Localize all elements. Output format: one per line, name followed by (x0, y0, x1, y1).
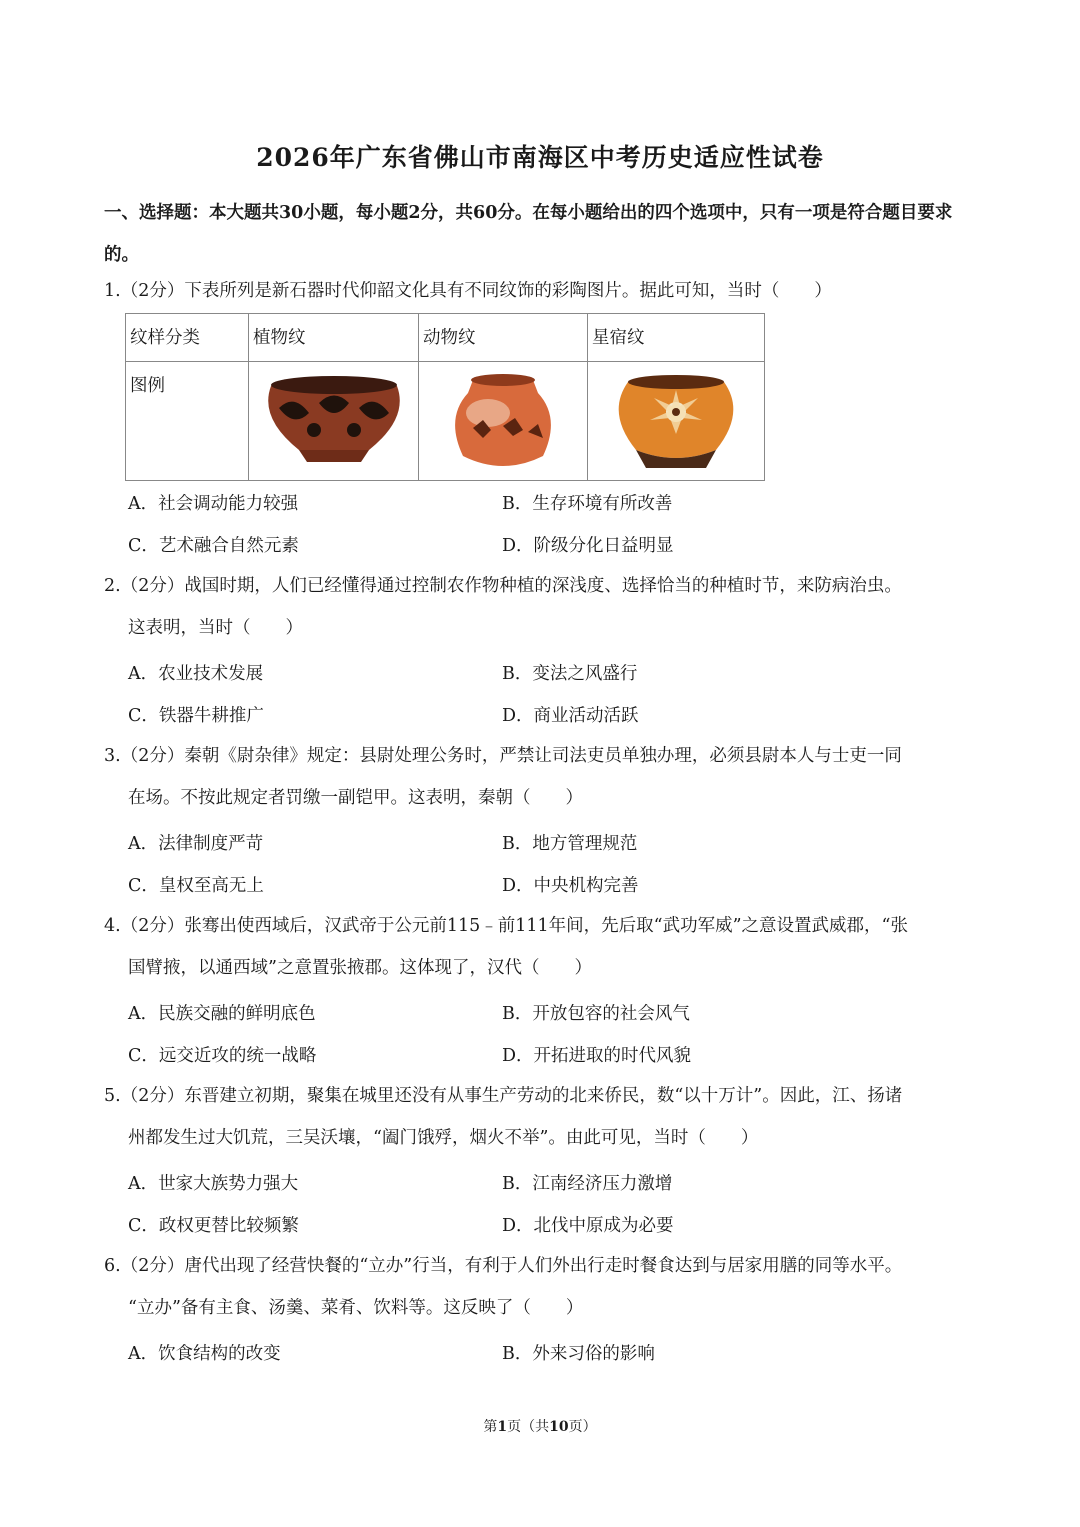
question-2 (104, 565, 984, 649)
footer-mid: 页（共 (507, 1419, 550, 1435)
option-a[interactable]: A．世家大族势力强大 (128, 1174, 299, 1194)
question-3 (104, 735, 984, 819)
animal-pattern-pottery-image (443, 368, 563, 478)
question-1 (104, 270, 984, 312)
option-b[interactable]: B．江南经济压力激增 (502, 1174, 673, 1194)
table-header: 植物纹 (249, 314, 419, 362)
question-stem: 6.（2分）唐代出现了经营快餐的“立办”行当，有利于人们外出行走时餐食达到与居家用膳的同等水平。 (104, 1256, 903, 1276)
question-stem-continued: 州都发生过大饥荒，三吴沃壤，“阖门饿殍，烟火不举”。由此可见，当时（ ） (128, 1128, 759, 1148)
option-c[interactable]: C．皇权至高无上 (128, 876, 264, 896)
question-stem: 5.（2分）东晋建立初期，聚集在城里还没有从事生产劳动的北来侨民，数“以十万计”。因此，江、扬诸 (104, 1086, 903, 1106)
option-d[interactable]: D．商业活动活跃 (502, 706, 639, 726)
question-stem-continued: 在场。不按此规定者罚缴一副铠甲。这表明，秦朝（ ） (128, 788, 583, 808)
question-stem-continued: “立办”备有主食、汤羹、菜肴、饮料等。这反映了（ ） (128, 1298, 584, 1318)
option-a[interactable]: A．农业技术发展 (128, 664, 264, 684)
footer-page-number: 1 (497, 1419, 508, 1435)
option-b[interactable]: B．外来习俗的影响 (502, 1344, 655, 1364)
question-stem: 3.（2分）秦朝《尉杂律》规定：县尉处理公务时，严禁让司法吏员单独办理，必须县尉本人与士吏一同 (104, 746, 902, 766)
option-b[interactable]: B．地方管理规范 (502, 834, 638, 854)
option-b[interactable]: B．生存环境有所改善 (502, 494, 673, 514)
table-cell-star (588, 362, 765, 481)
option-b[interactable]: B．变法之风盛行 (502, 664, 638, 684)
table-row-label: 图例 (126, 362, 249, 481)
table-cell-animal (419, 362, 588, 481)
question-stem: 4.（2分）张骞出使西域后，汉武帝于公元前115﹣前111年间，先后取“武功军威”之意设置武威郡，“张 (104, 916, 908, 936)
option-d[interactable]: D．中央机构完善 (502, 876, 639, 896)
page-title: 2026年广东省佛山市南海区中考历史适应性试卷 (256, 143, 824, 172)
footer-total-pages: 10 (549, 1419, 569, 1435)
footer-prefix: 第 (483, 1419, 498, 1435)
question-6 (104, 1245, 984, 1329)
option-b[interactable]: B．开放包容的社会风气 (502, 1004, 690, 1024)
option-d[interactable]: D．阶级分化日益明显 (502, 536, 674, 556)
option-d[interactable]: D．开拓进取的时代风貌 (502, 1046, 692, 1066)
pottery-table (125, 313, 765, 481)
option-a[interactable]: A．饮食结构的改变 (128, 1344, 281, 1364)
plant-pattern-pottery-image (259, 368, 409, 468)
footer-suffix: 页） (568, 1419, 597, 1435)
option-c[interactable]: C．政权更替比较频繁 (128, 1216, 299, 1236)
star-pattern-pottery-image (606, 368, 746, 474)
option-c[interactable]: C．艺术融合自然元素 (128, 536, 299, 556)
table-cell-plant (249, 362, 419, 481)
option-a[interactable]: A．民族交融的鲜明底色 (128, 1004, 316, 1024)
question-5 (104, 1075, 984, 1159)
page-footer (0, 1416, 1080, 1436)
option-c[interactable]: C．铁器牛耕推广 (128, 706, 264, 726)
table-header: 星宿纹 (588, 314, 765, 362)
question-4 (104, 905, 984, 989)
option-d[interactable]: D．北伐中原成为必要 (502, 1216, 674, 1236)
option-a[interactable]: A．社会调动能力较强 (128, 494, 299, 514)
section-heading: 一、选择题：本大题共30小题，每小题2分，共60分。在每小题给出的四个选项中，只有一项是符合题目要求的。 (104, 203, 953, 265)
option-c[interactable]: C．远交近攻的统一战略 (128, 1046, 317, 1066)
question-stem: 2.（2分）战国时期，人们已经懂得通过控制农作物种植的深浅度、选择恰当的种植时节，来防病治虫。 (104, 576, 902, 596)
question-stem-continued: 国臂掖，以通西域”之意置张掖郡。这体现了，汉代（ ） (128, 958, 592, 978)
question-stem-continued: 这表明，当时（ ） (128, 618, 303, 638)
question-stem: 1.（2分）下表所列是新石器时代仰韶文化具有不同纹饰的彩陶图片。据此可知，当时（ ） (104, 281, 832, 301)
table-header: 纹样分类 (126, 314, 249, 362)
table-header: 动物纹 (419, 314, 588, 362)
option-a[interactable]: A．法律制度严苛 (128, 834, 264, 854)
